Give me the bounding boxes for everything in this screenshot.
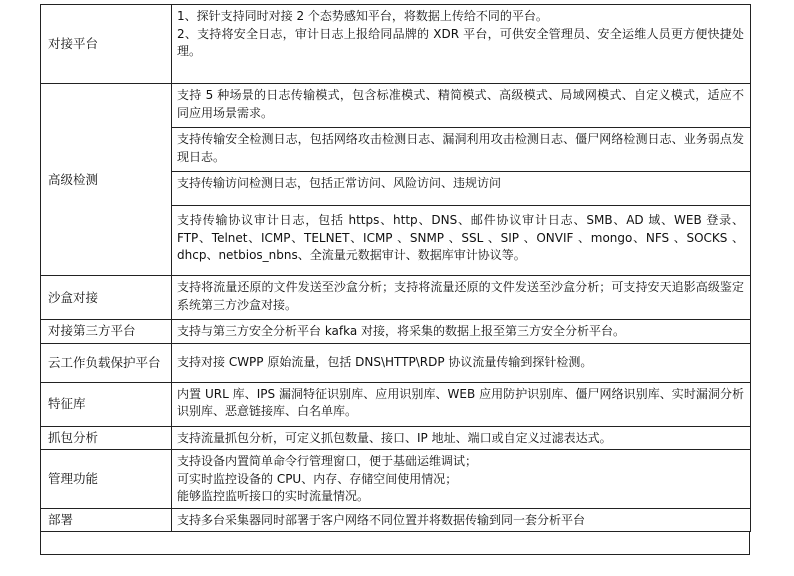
category-cell	[41, 382, 172, 426]
category-label: 对接第三方平台	[48, 323, 136, 339]
spec-table	[40, 4, 751, 532]
category-cell	[41, 426, 172, 450]
category-label: 抓包分析	[48, 429, 99, 445]
table-row	[41, 320, 751, 344]
table-row	[41, 426, 751, 450]
description-line: 支持传输安全检测日志，包括网络攻击检测日志、漏洞利用攻击检测日志、僵尸网络检测日志、业务弱点发现日志。	[177, 132, 744, 164]
description-line: 支持多台采集器同时部署于客户网络不同位置并将数据传输到同一套分析平台	[177, 512, 586, 527]
category-label: 部署	[48, 511, 74, 527]
table-row	[41, 5, 751, 84]
description-cell	[172, 128, 751, 172]
description-line: 2、支持将安全日志，审计日志上报给同品牌的 XDR 平台，可供安全管理员、安全运维人员更方便快捷处理。	[177, 26, 744, 58]
description-cell	[172, 84, 751, 128]
category-cell	[41, 5, 172, 84]
table-row	[41, 343, 751, 382]
description-line: 支持对接 CWPP 原始流量，包括 DNS\HTTP\RDP 协议流量传输到探针检测。	[177, 355, 593, 370]
category-label: 云工作负载保护平台	[48, 354, 161, 370]
description-line: 1、探针支持同时对接 2 个态势感知平台，将数据上传给不同的平台。	[177, 9, 548, 23]
table-row	[41, 508, 751, 532]
description-cell	[172, 426, 751, 450]
description-line: 内置 URL 库、IPS 漏洞特征识别库、应用识别库、WEB 应用防护识别库、僵尸网络识别库、实时漏洞分析识别库、恶意链接库、白名单库。	[177, 386, 744, 418]
description-cell	[172, 450, 751, 509]
category-label: 沙盒对接	[48, 289, 99, 305]
table-row	[41, 382, 751, 426]
category-label: 高级检测	[48, 171, 99, 187]
description-cell	[172, 276, 751, 320]
description-cell	[172, 172, 751, 206]
category-label: 对接平台	[48, 36, 99, 51]
table-row	[41, 450, 751, 509]
description-cell	[172, 382, 751, 426]
category-cell	[41, 84, 172, 276]
table-footer-row	[40, 532, 750, 555]
category-cell	[41, 320, 172, 344]
table-row	[41, 84, 751, 128]
category-label: 管理功能	[48, 470, 99, 486]
description-line: 支持传输访问检测日志，包括正常访问、风险访问、违规访问	[177, 176, 502, 190]
description-cell	[172, 206, 751, 276]
description-line: 支持流量抓包分析，可定义抓包数量、接口、IP 地址、端口或自定义过滤表达式。	[177, 430, 612, 445]
description-cell	[172, 508, 751, 532]
category-cell	[41, 343, 172, 382]
description-line: 可实时监控设备的 CPU、内存、存储空间使用情况；	[177, 471, 458, 486]
description-cell	[172, 320, 751, 344]
description-cell	[172, 343, 751, 382]
category-label: 特征库	[48, 396, 86, 411]
category-cell	[41, 450, 172, 509]
description-line: 支持设备内置简单命令行管理窗口，便于基础运维调试；	[177, 454, 478, 468]
description-line: 能够监控监听接口的实时流量情况。	[177, 489, 370, 503]
description-line: 支持与第三方安全分析平台 kafka 对接，将采集的数据上报至第三方安全分析平台。	[177, 324, 626, 338]
description-line: 支持 5 种场景的日志传输模式，包含标准模式、精简模式、高级模式、局域网模式、自定义模式，适应不同应用场景需求。	[177, 88, 744, 120]
description-cell	[172, 5, 751, 84]
table-row	[41, 276, 751, 320]
category-cell	[41, 276, 172, 320]
category-cell	[41, 508, 172, 532]
description-line: 支持将流量还原的文件发送至沙盒分析；支持将流量还原的文件发送至沙盒分析；可支持安天追影高级鉴定系统第三方沙盒对接。	[177, 280, 744, 312]
spec-table-container	[40, 4, 750, 555]
description-line: 支持传输协议审计日志，包括 https、http、DNS、邮件协议审计日志、SMB、AD 域、WEB 登录、FTP、Telnet、ICMP、TELNET、ICMP 、SNMP 、SSL 、SIP 、ONVIF 、mongo、NFS 、SOCKS 、dhcp、netbios_nbns、全流量元数据审计、数据库审计协议等。	[177, 213, 744, 262]
